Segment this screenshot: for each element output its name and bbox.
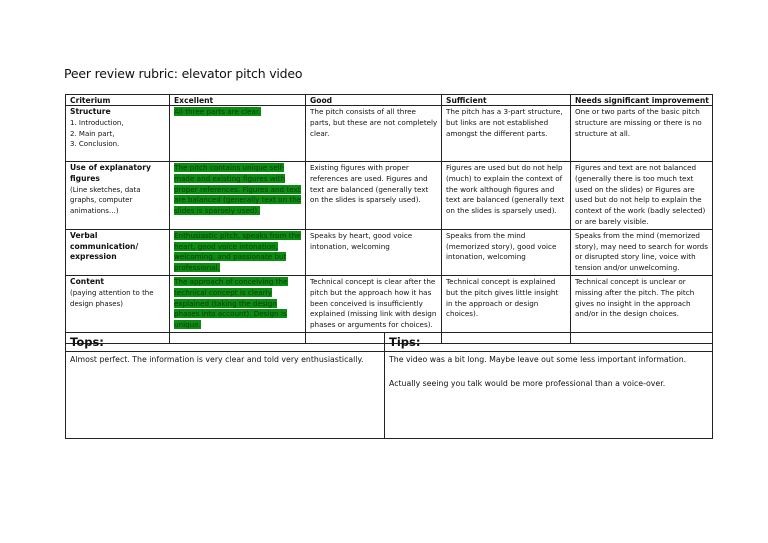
rubric-table (65, 94, 713, 344)
criterion-name: Content (70, 276, 105, 286)
excellent-cell (170, 162, 306, 230)
sufficient-cell: Technical concept is explained but the pitch gives little insight in the approach or design choices). (442, 275, 571, 343)
sufficient-cell: The pitch has a 3-part structure, but links are not established amongst the different parts. (442, 106, 571, 162)
header-excellent: Excellent (170, 95, 306, 106)
good-cell: The pitch consists of all three parts, but these are not completely clear. (306, 106, 442, 162)
feedback-body-row (66, 352, 713, 439)
highlighted-text: Enthusiastic pitch, speaks from the heart, good voice intonation, welcoming, and passionate but professional. (174, 230, 301, 273)
needs-cell: Technical concept is unclear or missing after the pitch. The pitch gives no insight in the approach and/or in the design choices. (571, 275, 713, 343)
document-title: Peer review rubric: elevator pitch video (64, 66, 303, 81)
highlighted-text: The pitch contains unique self-made and existing figures with proper references. Figures and text are balanced (generally text on the slides is sparsely used). (174, 163, 302, 216)
header-good: Good (306, 95, 442, 106)
excellent-cell (170, 106, 306, 162)
needs-cell: One or two parts of the basic pitch structure are missing or there is no structure at all. (571, 106, 713, 162)
highlighted-text: The approach of conceiving the technical concept is clearly explained (taking the design phases into account). Design is unique. (174, 276, 288, 330)
tops-text: Almost perfect. The information is very clear and told very enthusiastically. (66, 352, 385, 439)
criterion-name: Use of explanatory figures (70, 163, 151, 183)
tips-line: Actually seeing you talk would be more professional than a voice-over. (389, 379, 666, 388)
tops-label: Tops: (66, 333, 385, 352)
criterion-desc-line: 2. Main part, (70, 129, 115, 138)
criterion-desc-line: 3. Conclusion. (70, 140, 120, 149)
tips-line: The video was a bit long. Maybe leave out some less important information. (389, 355, 687, 364)
rubric-row-verbal (66, 229, 713, 275)
good-cell: Existing figures with proper references are used. Figures and text are balanced (generally text on the slides is sparsely used). (306, 162, 442, 230)
criterion-desc-line: (Line sketches, data graphs, computer animations…) (70, 185, 141, 216)
excellent-cell (170, 229, 306, 275)
criterion-name: Verbal communication/ expression (70, 230, 139, 262)
criterion-desc-line: (paying attention to the design phases) (70, 288, 154, 308)
rubric-row-figures (66, 162, 713, 230)
header-sufficient: Sufficient (442, 95, 571, 106)
needs-cell: Figures and text are not balanced (generally there is too much text used on the slides) or Figures are used but do not help to explain the context of the work (badly selected) or are barely visible. (571, 162, 713, 230)
feedback-table (65, 332, 713, 439)
good-cell: Speaks by heart, good voice intonation, welcoming (306, 229, 442, 275)
tips-text-cell (385, 352, 713, 439)
tips-label: Tips: (385, 333, 713, 352)
criterion-cell (66, 162, 170, 230)
highlighted-text: All three parts are clear. (174, 107, 261, 116)
rubric-header-row (66, 95, 713, 106)
criterion-name: Structure (70, 107, 111, 116)
criterion-cell (66, 229, 170, 275)
sufficient-cell: Speaks from the mind (memorized story), good voice intonation, welcoming (442, 229, 571, 275)
rubric-row-structure (66, 106, 713, 162)
needs-cell: Speaks from the mind (memorized story), may need to search for words or disrupted story line, voice with tension and/or unwelcoming. (571, 229, 713, 275)
sufficient-cell: Figures are used but do not help (much) to explain the context of the work although figures and text are balanced (generally text on the slides is sparsely used). (442, 162, 571, 230)
good-cell: Technical concept is clear after the pitch but the approach how it has been conceived is insufficiently explained (missing link with design phases or arguments for choices). (306, 275, 442, 343)
criterion-desc-line: 1. Introduction, (70, 118, 124, 127)
header-needs-improvement: Needs significant improvement (571, 95, 713, 106)
header-criterium: Criterium (66, 95, 170, 106)
criterion-cell (66, 106, 170, 162)
feedback-header-row (66, 333, 713, 352)
